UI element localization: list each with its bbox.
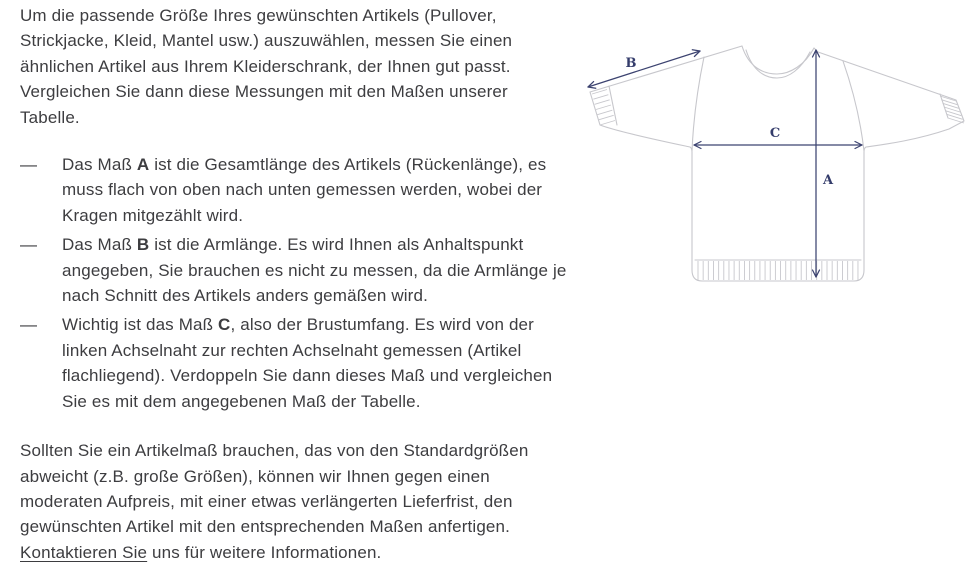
- armhole-seam-right: [843, 61, 864, 151]
- outro-paragraph: [20, 438, 572, 565]
- measure-label-c: C: [769, 126, 781, 141]
- measure-arrow-c: [694, 142, 862, 149]
- intro-paragraph: Um die passende Größe Ihres gewünschten Artikels (Pullover, Strickjacke, Kleid, Mantel usw.) auszuwählen, messen Sie einen ähnlichen Artikel aus Ihrem Kleiderschrank, der Ihnen gut passt. Vergleichen Sie dann diese Messungen mit den Maßen unserer Tabelle.: [20, 6, 513, 127]
- contact-link[interactable]: Kontaktieren Sie: [20, 542, 148, 562]
- bullet-c-pre: Wichtig ist das Maß: [62, 315, 219, 335]
- cuff-ribbing-right: [940, 96, 964, 123]
- sweater-outline: [590, 46, 964, 281]
- measure-arrow-b: [588, 50, 700, 88]
- bullet-a-post: ist die Gesamtlänge des Artikels (Rückenlänge), es muss flach von oben nach unten gemessen werden, wobei der Kragen mitgezählt wird.: [62, 155, 547, 225]
- dash-marker: —: [20, 235, 38, 255]
- bullet-a-bold: A: [136, 155, 150, 175]
- bullet-c-post: , also der Brustumfang. Es wird von der linken Achselnaht zur rechten Achselnaht gemessen (Artikel flachliegend). Verdoppeln Sie dann dieses Maß und vergleichen Sie es mit dem angegebenen Maß der Tabelle.: [62, 315, 553, 411]
- bullet-c-bold: C: [218, 315, 231, 335]
- outro-text: Sollten Sie ein Artikelmaß brauchen, das von den Standardgrößen abweicht (z.B. große Größen), können wir Ihnen gegen einen moderaten Aufpreis, mit einer etwas verlängerten Lieferfrist, den gewünschten Artikel mit den entsprechenden Maßen anfertigen.: [20, 441, 529, 537]
- hem-ribbing: [698, 261, 858, 280]
- cuff-ribbing-left: [592, 90, 615, 126]
- measure-arrow-a: [813, 50, 820, 277]
- list-item-text: [62, 312, 572, 414]
- bullet-a-pre: Das Maß: [62, 155, 137, 175]
- armhole-seam-left: [692, 57, 704, 151]
- list-item-measure-c: [20, 312, 572, 414]
- list-item-measure-b: [20, 232, 572, 308]
- list-item-text: [62, 232, 572, 308]
- size-guide-text-column: [20, 3, 572, 587]
- sweater-measurement-diagram: [578, 8, 970, 304]
- list-item-text: [62, 152, 572, 228]
- measure-label-b: B: [625, 56, 637, 71]
- outro-after-link: uns für weitere Informationen.: [147, 542, 382, 562]
- bullet-b-bold: B: [136, 235, 150, 255]
- dash-marker: —: [20, 155, 38, 175]
- bullet-b-post: ist die Armlänge. Es wird Ihnen als Anhaltspunkt angegeben, Sie brauchen es nicht zu messen, da die Armlänge je nach Schnitt des Artikels anders gemäßen wird.: [62, 235, 567, 306]
- bullet-b-pre: Das Maß: [62, 235, 137, 255]
- measure-label-a: A: [822, 173, 834, 188]
- dash-marker: —: [20, 315, 38, 335]
- list-item-measure-a: [20, 152, 572, 228]
